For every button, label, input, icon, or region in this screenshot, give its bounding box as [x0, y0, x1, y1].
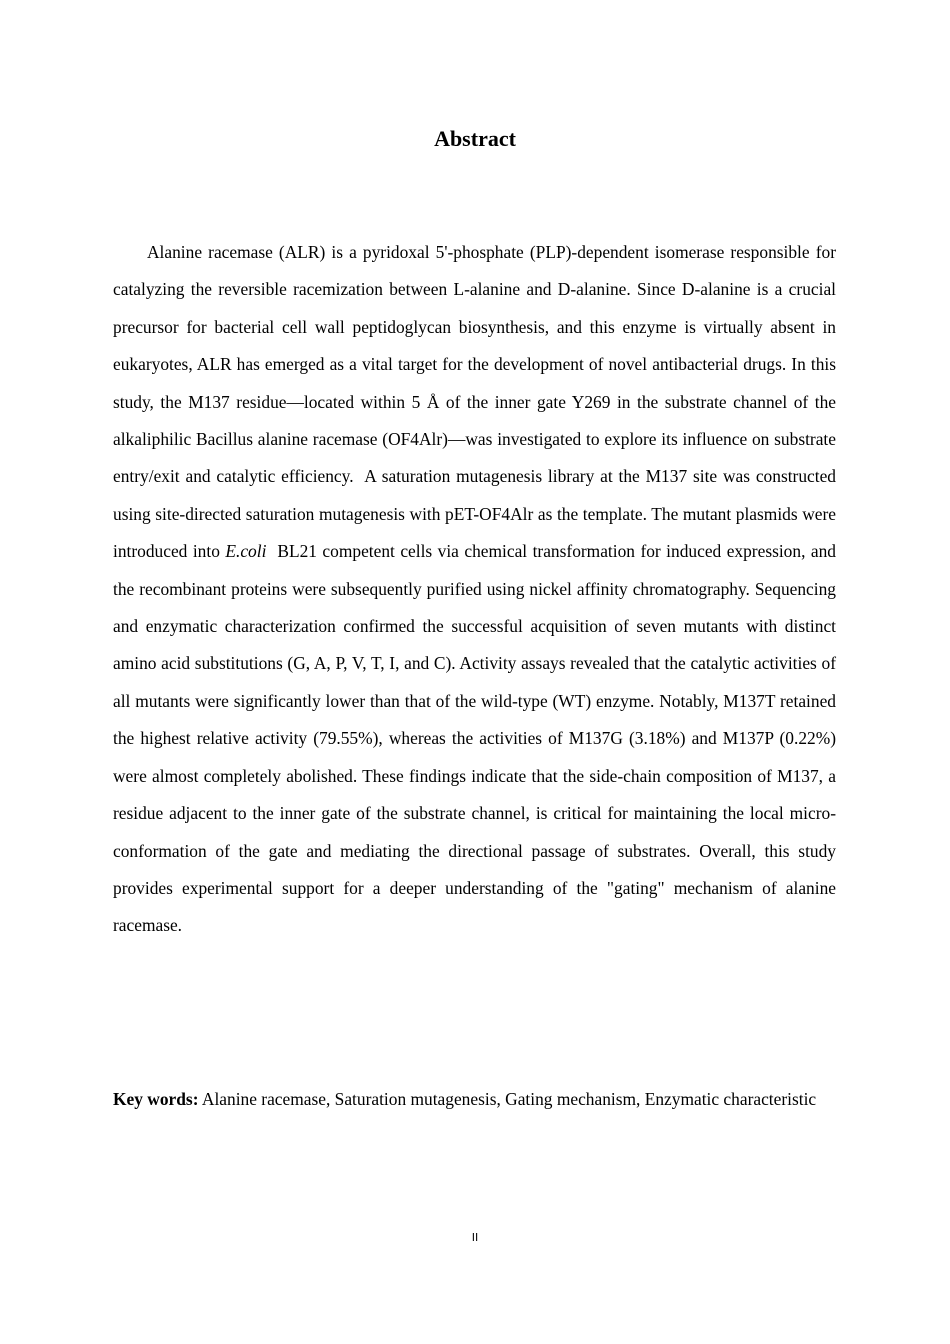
abstract-text-part-2: BL21 competent cells via chemical transformation for induced expression, and the recombinant proteins were subsequently purified using nickel affinity chromatography. Sequencing and enzymatic characterization confirmed the successful acquisition of seven mutants with distinct amino acid substitutions (G, A, P, V, T, I, and C). Activity assays revealed that the catalytic activities of all mutants were significantly lower than that of the wild-type (WT) enzyme. Notably, M137T retained the highest relative activity (79.55%), whereas the activities of M137G (3.18%) and M137P (0.22%) were almost completely abolished. These findings indicate that the side-chain composition of M137, a residue adjacent to the inner gate of the substrate channel, is critical for maintaining the local micro-conformation of the gate and mediating the directional passage of substrates. Overall, this study provides experimental support for a deeper understanding of the "gating" mechanism of alanine racemase. [113, 541, 836, 936]
keywords-text: Alanine racemase, Saturation mutagenesis, Gating mechanism, Enzymatic characteristic [198, 1089, 817, 1109]
abstract-text-part-1: Alanine racemase (ALR) is a pyridoxal 5'-phosphate (PLP)-dependent isomerase responsible for catalyzing the reversible racemization between L-alanine and D-alanine. Since D-alanine is a crucial precursor for bacterial cell wall peptidoglycan biosynthesis, and this enzyme is virtually absent in eukaryotes, ALR has emerged as a vital target for the development of novel antibacterial drugs. In this study, the M137 residue—located within 5 Å of the inner gate Y269 in the substrate channel of the alkaliphilic Bacillus alanine racemase (OF4Alr)—was investigated to explore its influence on substrate entry/exit and catalytic efficiency. A saturation mutagenesis library at the M137 site was constructed using site-directed saturation mutagenesis with pET-OF4Alr as the template. The mutant plasmids were introduced into [113, 242, 836, 562]
abstract-paragraph [113, 234, 836, 945]
page-number: II [471, 1231, 479, 1244]
keywords-label: Key words [113, 1089, 193, 1109]
abstract-italic-term: E.coli [225, 541, 267, 562]
keywords-line [113, 1081, 836, 1117]
keywords-separator: : [192, 1089, 199, 1109]
page-title: Abstract [434, 126, 516, 151]
